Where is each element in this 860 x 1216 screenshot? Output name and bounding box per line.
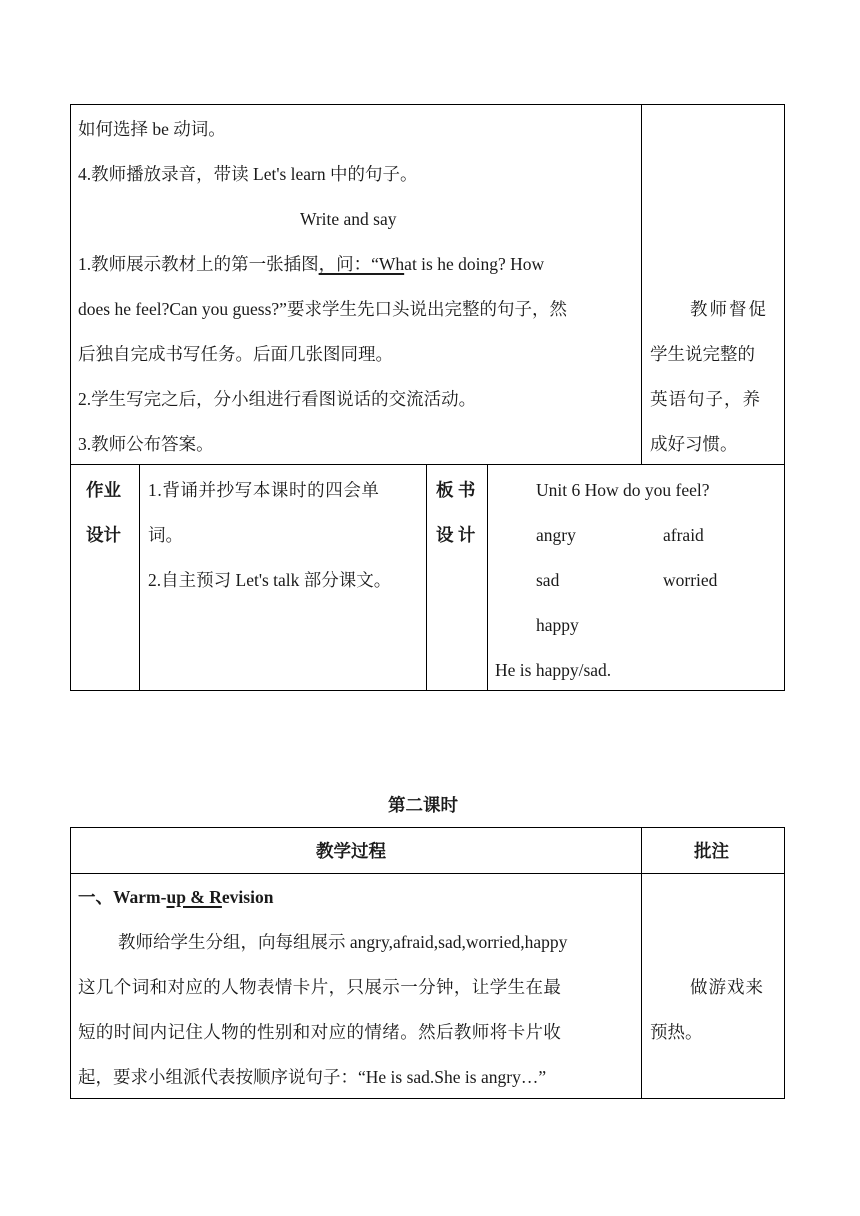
table2-top-border bbox=[70, 827, 785, 828]
table2-right-border bbox=[784, 827, 785, 1099]
step1-line-3: 后独自完成书写任务。后面几张图同理。 bbox=[78, 344, 393, 364]
table2-left-border bbox=[70, 827, 71, 1099]
board-word-worried: worried bbox=[663, 570, 718, 590]
lesson2-heading: 第二课时 bbox=[388, 795, 458, 815]
board-label-top: 板 书 bbox=[436, 480, 476, 500]
step1-line-2: does he feel?Can you guess?”要求学生先口头说出完整的句子，然 bbox=[78, 299, 567, 319]
table2-bottom-border bbox=[70, 1098, 785, 1099]
step2-line: 2.学生写完之后，分小组进行看图说话的交流活动。 bbox=[78, 389, 477, 409]
board-word-afraid: afraid bbox=[663, 525, 704, 545]
step3-line: 3.教师公布答案。 bbox=[78, 434, 214, 454]
write-and-say-title: Write and say bbox=[300, 209, 397, 229]
table1-left-border bbox=[70, 104, 71, 691]
warmup-title-underlined: up & R bbox=[166, 887, 222, 907]
homework-content-divider bbox=[426, 464, 427, 691]
table1-right-border bbox=[784, 104, 785, 691]
board-title: Unit 6 How do you feel? bbox=[536, 480, 710, 500]
warmup-para-line-3: 短的时间内记住人物的性别和对应的情绪。然后教师将卡片收 bbox=[78, 1022, 562, 1042]
table1-col-divider bbox=[641, 104, 642, 464]
note-line-4: 成好习惯。 bbox=[650, 434, 738, 454]
board-word-happy: happy bbox=[536, 615, 579, 635]
warmup-title-prefix: 一、Warm- bbox=[78, 887, 167, 907]
table2-header-divider bbox=[70, 873, 785, 874]
warmup-section-title bbox=[78, 889, 273, 907]
table1-row-divider bbox=[70, 464, 785, 465]
table1-top-border bbox=[70, 104, 785, 105]
warmup-para-line-2: 这几个词和对应的人物表情卡片，只展示一分钟，让学生在最 bbox=[78, 977, 562, 997]
warmup-title-suffix: evision bbox=[221, 887, 274, 907]
process-line-2: 4.教师播放录音，带读 Let's learn 中的句子。 bbox=[78, 164, 418, 184]
table1-bottom-border bbox=[70, 690, 785, 691]
lesson2-note-line-2: 预热。 bbox=[650, 1022, 703, 1042]
homework-line-2: 词。 bbox=[148, 525, 183, 545]
step1-line-1 bbox=[78, 256, 544, 274]
lesson2-note-line-1: 做游戏来 bbox=[690, 977, 764, 997]
board-sentence: He is happy/sad. bbox=[495, 660, 612, 680]
note-line-3: 英语句子，养 bbox=[650, 389, 761, 409]
col-header-note: 批注 bbox=[694, 841, 729, 861]
homework-label-top: 作业 bbox=[86, 480, 121, 500]
process-line-1: 如何选择 be 动词。 bbox=[78, 119, 226, 139]
step1-text-a: 1.教师展示教材上的第一张插图 bbox=[78, 254, 319, 274]
homework-label-divider bbox=[139, 464, 140, 691]
warmup-para-line-4: 起，要求小组派代表按顺序说句子：“He is sad.She is angry…” bbox=[78, 1067, 547, 1087]
step1-text-c: at is he doing? How bbox=[404, 254, 545, 274]
board-label-divider bbox=[487, 464, 488, 691]
note-line-2: 学生说完整的 bbox=[650, 344, 755, 364]
table2-col-divider bbox=[641, 827, 642, 1099]
board-label-bottom: 设 计 bbox=[436, 525, 476, 545]
board-word-sad: sad bbox=[536, 570, 560, 590]
warmup-para-line-1: 教师给学生分组，向每组展示 angry,afraid,sad,worried,happy bbox=[118, 932, 568, 952]
homework-label-bottom: 设计 bbox=[86, 525, 121, 545]
note-line-1: 教师督促 bbox=[690, 299, 768, 319]
board-word-angry: angry bbox=[536, 525, 576, 545]
homework-line-3: 2.自主预习 Let's talk 部分课文。 bbox=[148, 570, 392, 590]
col-header-process: 教学过程 bbox=[316, 841, 386, 861]
step1-text-b: ，问：“Wh bbox=[318, 254, 405, 274]
homework-line-1: 1.背诵并抄写本课时的四会单 bbox=[148, 480, 380, 500]
